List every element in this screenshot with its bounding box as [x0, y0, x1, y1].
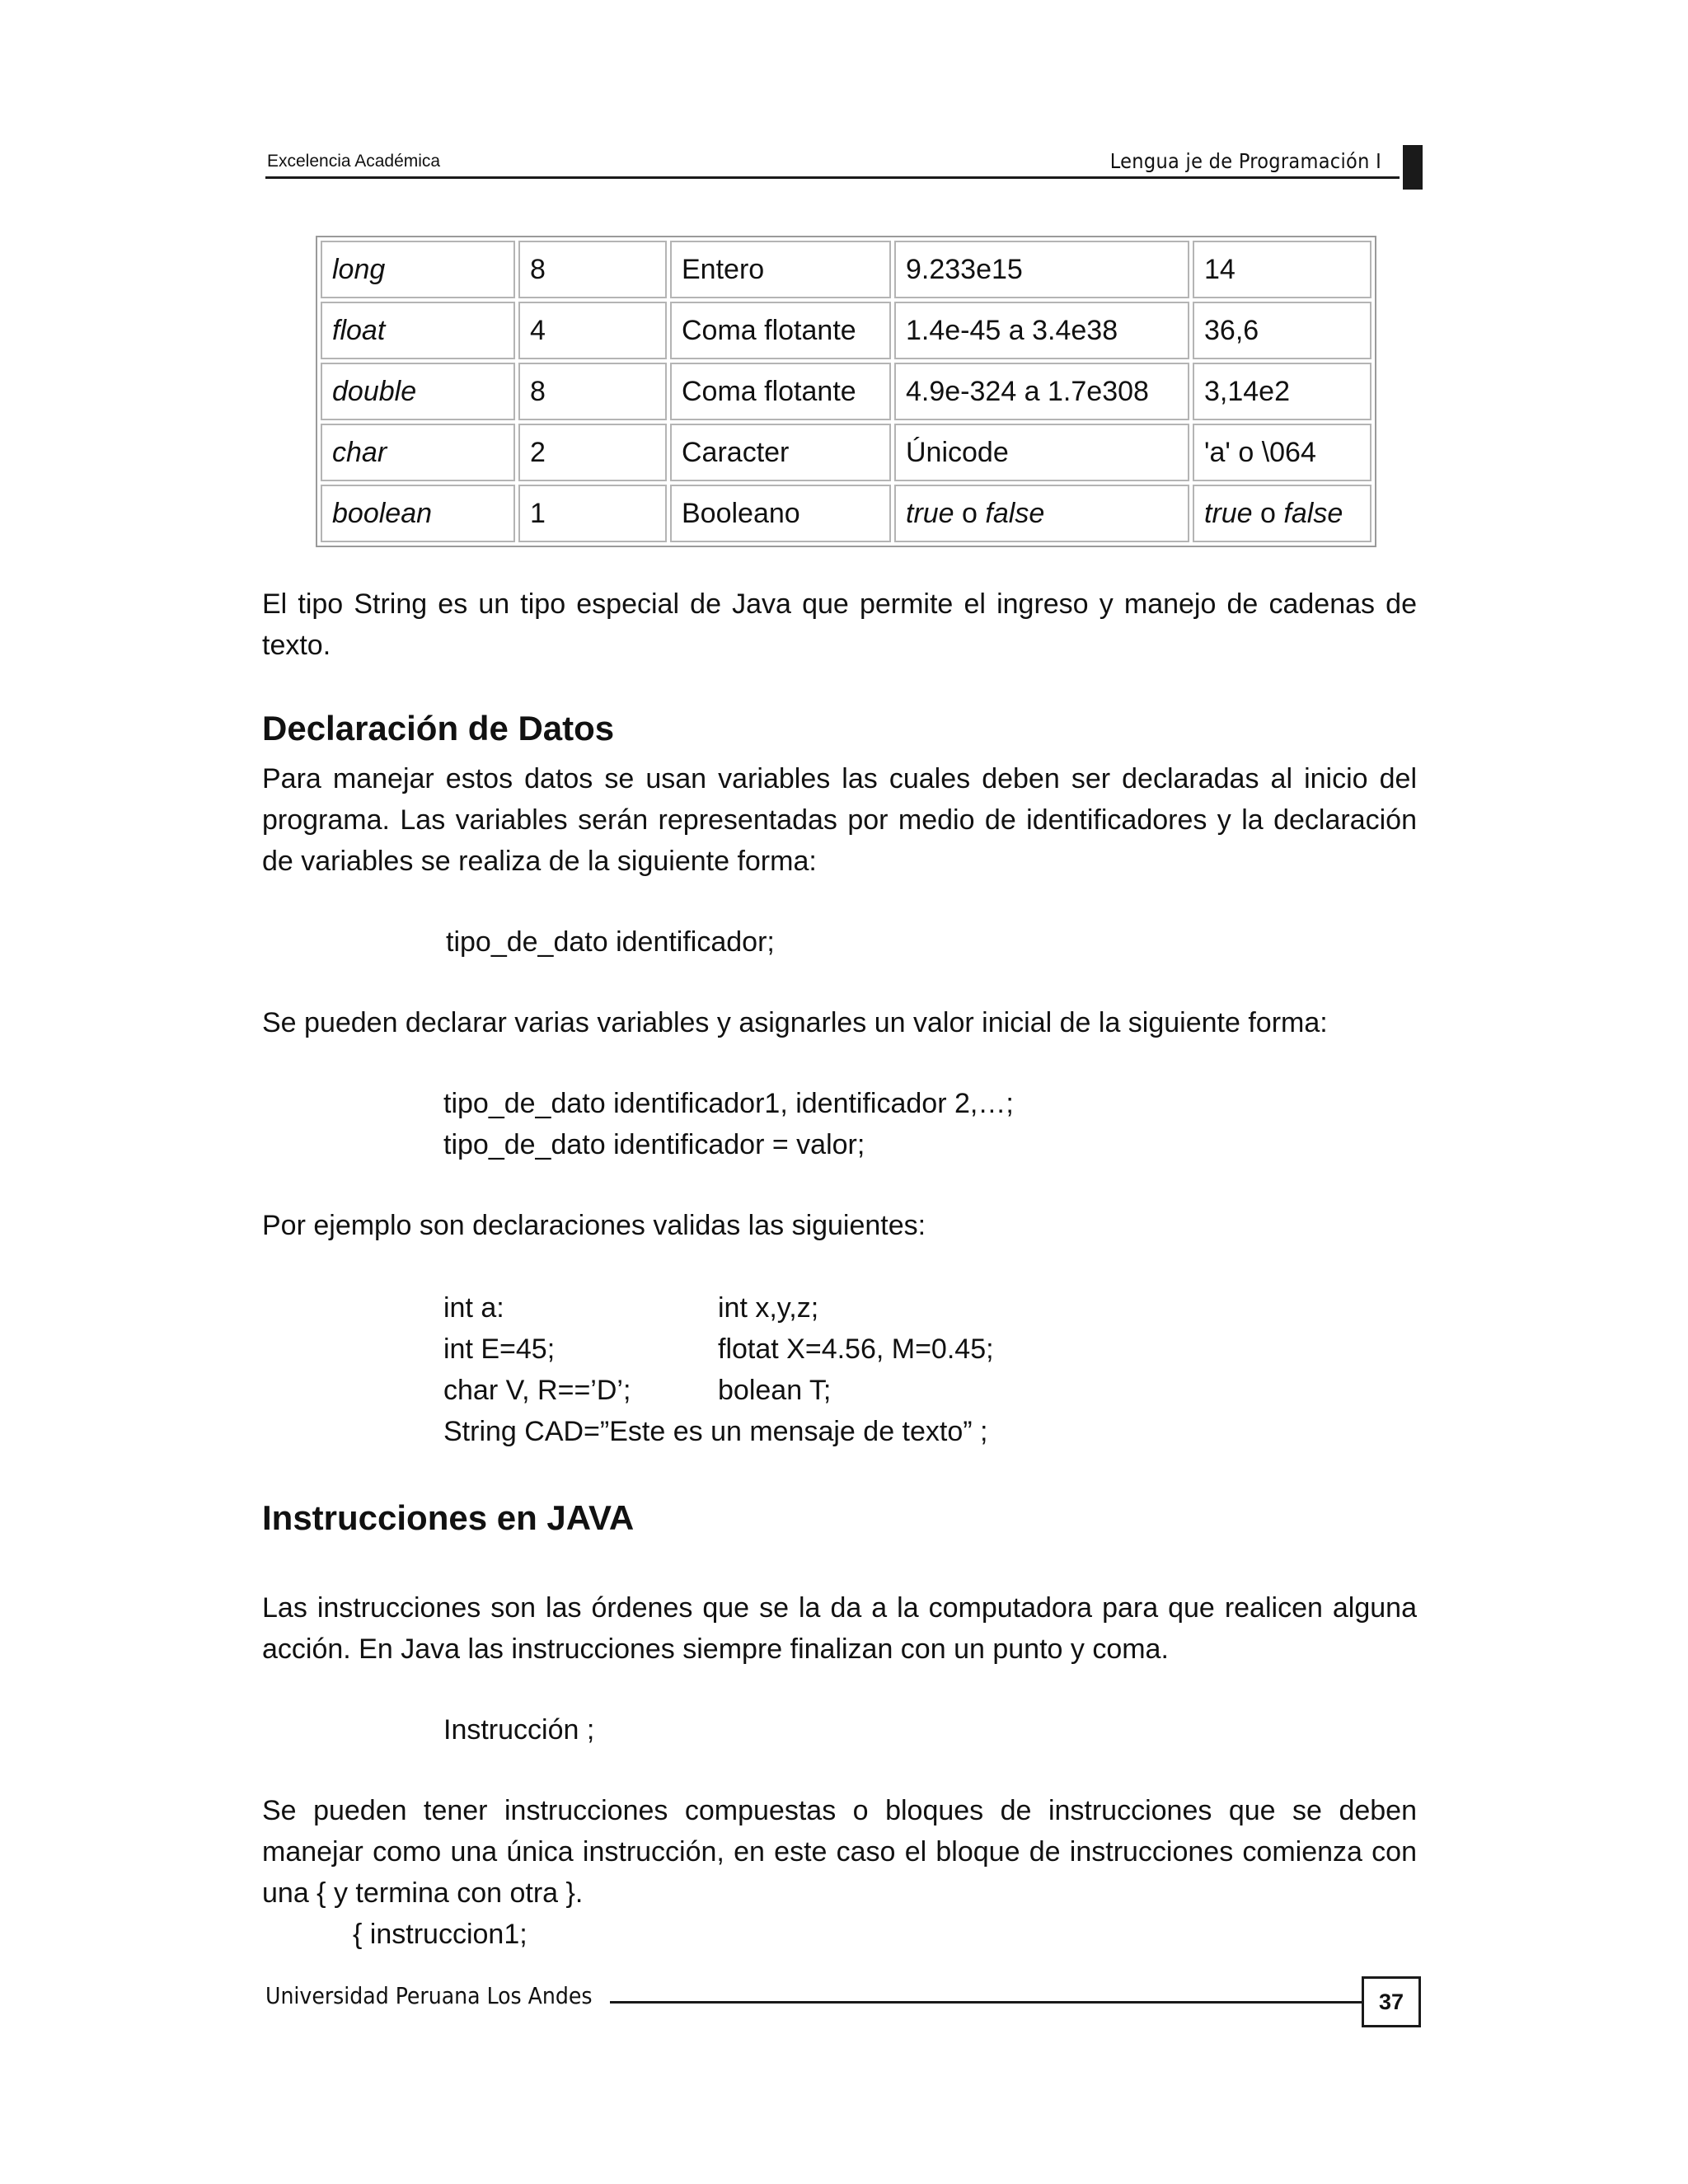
example-or: o: [1252, 497, 1284, 529]
syntax-simple-declaration: tipo_de_dato identificador;: [446, 926, 775, 958]
page-header: [265, 145, 1400, 179]
syntax-instruction: Instrucción ;: [443, 1714, 595, 1746]
type-cell: double: [321, 363, 515, 420]
size-cell: 8: [518, 363, 667, 420]
table-row: [321, 485, 1372, 542]
size-cell: 2: [518, 424, 667, 481]
multiple-declaration-paragraph: Se pueden declarar varias variables y asignarles un valor inicial de la siguiente forma:: [262, 1007, 1328, 1038]
range-cell: [894, 485, 1189, 542]
declaration-intro-paragraph: Para manejar estos datos se usan variables las cuales deben ser declaradas al inicio del programa. Las variables serán representadas por medio de identificadores y la declaración de variables se realiza de la siguiente forma:: [262, 763, 1417, 877]
type-cell: float: [321, 302, 515, 359]
example-right-1: int x,y,z;: [718, 1292, 819, 1324]
examples-intro-paragraph: Por ejemplo son declaraciones validas las siguientes:: [262, 1210, 926, 1241]
example-cell: [1193, 485, 1372, 542]
range-cell: 1.4e-45 a 3.4e38: [894, 302, 1189, 359]
size-cell: 4: [518, 302, 667, 359]
example-true: true: [1204, 497, 1253, 529]
range-cell: 9.233e15: [894, 241, 1189, 298]
type-cell: boolean: [321, 485, 515, 542]
table-row: [321, 241, 1372, 298]
section-title-declaracion: Declaración de Datos: [262, 709, 615, 748]
compound-instructions-paragraph: Se pueden tener instrucciones compuestas o bloques de instrucciones que se deben manejar como una única instrucción, en este caso el bloque de instrucciones comienza con una { y termina con otra }.: [262, 1795, 1417, 1909]
example-cell: 36,6: [1193, 302, 1372, 359]
example-left-3: char V, R==’D’;: [443, 1375, 631, 1406]
range-cell: Únicode: [894, 424, 1189, 481]
range-cell: 4.9e-324 a 1.7e308: [894, 363, 1189, 420]
string-type-paragraph: El tipo String es un tipo especial de Java que permite el ingreso y manejo de cadenas de texto.: [262, 588, 1417, 661]
data-types-table: [316, 236, 1376, 547]
example-left-2: int E=45;: [443, 1333, 556, 1365]
kind-cell: Booleano: [670, 485, 891, 542]
table-row: [321, 363, 1372, 420]
example-cell: 3,14e2: [1193, 363, 1372, 420]
page-number: 37: [1362, 1976, 1421, 2027]
header-marker-block: [1403, 145, 1423, 190]
example-cell: 'a' o \064: [1193, 424, 1372, 481]
example-right-3: bolean T;: [718, 1375, 832, 1406]
range-false: false: [985, 497, 1045, 529]
type-cell: long: [321, 241, 515, 298]
syntax-multiple-declaration: tipo_de_dato identificador1, identificador 2,…;: [443, 1088, 1014, 1119]
footer-university: Universidad Peruana Los Andes: [265, 1982, 593, 2009]
kind-cell: Entero: [670, 241, 891, 298]
example-right-2: flotat X=4.56, M=0.45;: [718, 1333, 994, 1365]
instructions-intro-paragraph: Las instrucciones son las órdenes que se la da a la computadora para que realicen alguna acción. En Java las instrucciones siempre finalizan con un punto y coma.: [262, 1592, 1417, 1665]
footer-divider: [610, 2001, 1362, 2004]
example-left-1: int a:: [443, 1292, 504, 1324]
table-row: [321, 302, 1372, 359]
example-false: false: [1283, 497, 1343, 529]
range-true: true: [906, 497, 954, 529]
kind-cell: Coma flotante: [670, 302, 891, 359]
block-first-line: { instruccion1;: [353, 1919, 528, 1950]
example-string-declaration: String CAD=”Este es un mensaje de texto” ;: [443, 1416, 988, 1447]
range-or: o: [954, 497, 986, 529]
kind-cell: Coma flotante: [670, 363, 891, 420]
header-right-text: Lengua je de Programación I: [1109, 149, 1381, 173]
syntax-initialized-declaration: tipo_de_dato identificador = valor;: [443, 1129, 865, 1160]
table-row: [321, 424, 1372, 481]
example-cell: 14: [1193, 241, 1372, 298]
size-cell: 8: [518, 241, 667, 298]
header-left-text: Excelencia Académica: [267, 152, 441, 171]
section-title-instrucciones: Instrucciones en JAVA: [262, 1498, 635, 1537]
type-cell: char: [321, 424, 515, 481]
kind-cell: Caracter: [670, 424, 891, 481]
size-cell: 1: [518, 485, 667, 542]
